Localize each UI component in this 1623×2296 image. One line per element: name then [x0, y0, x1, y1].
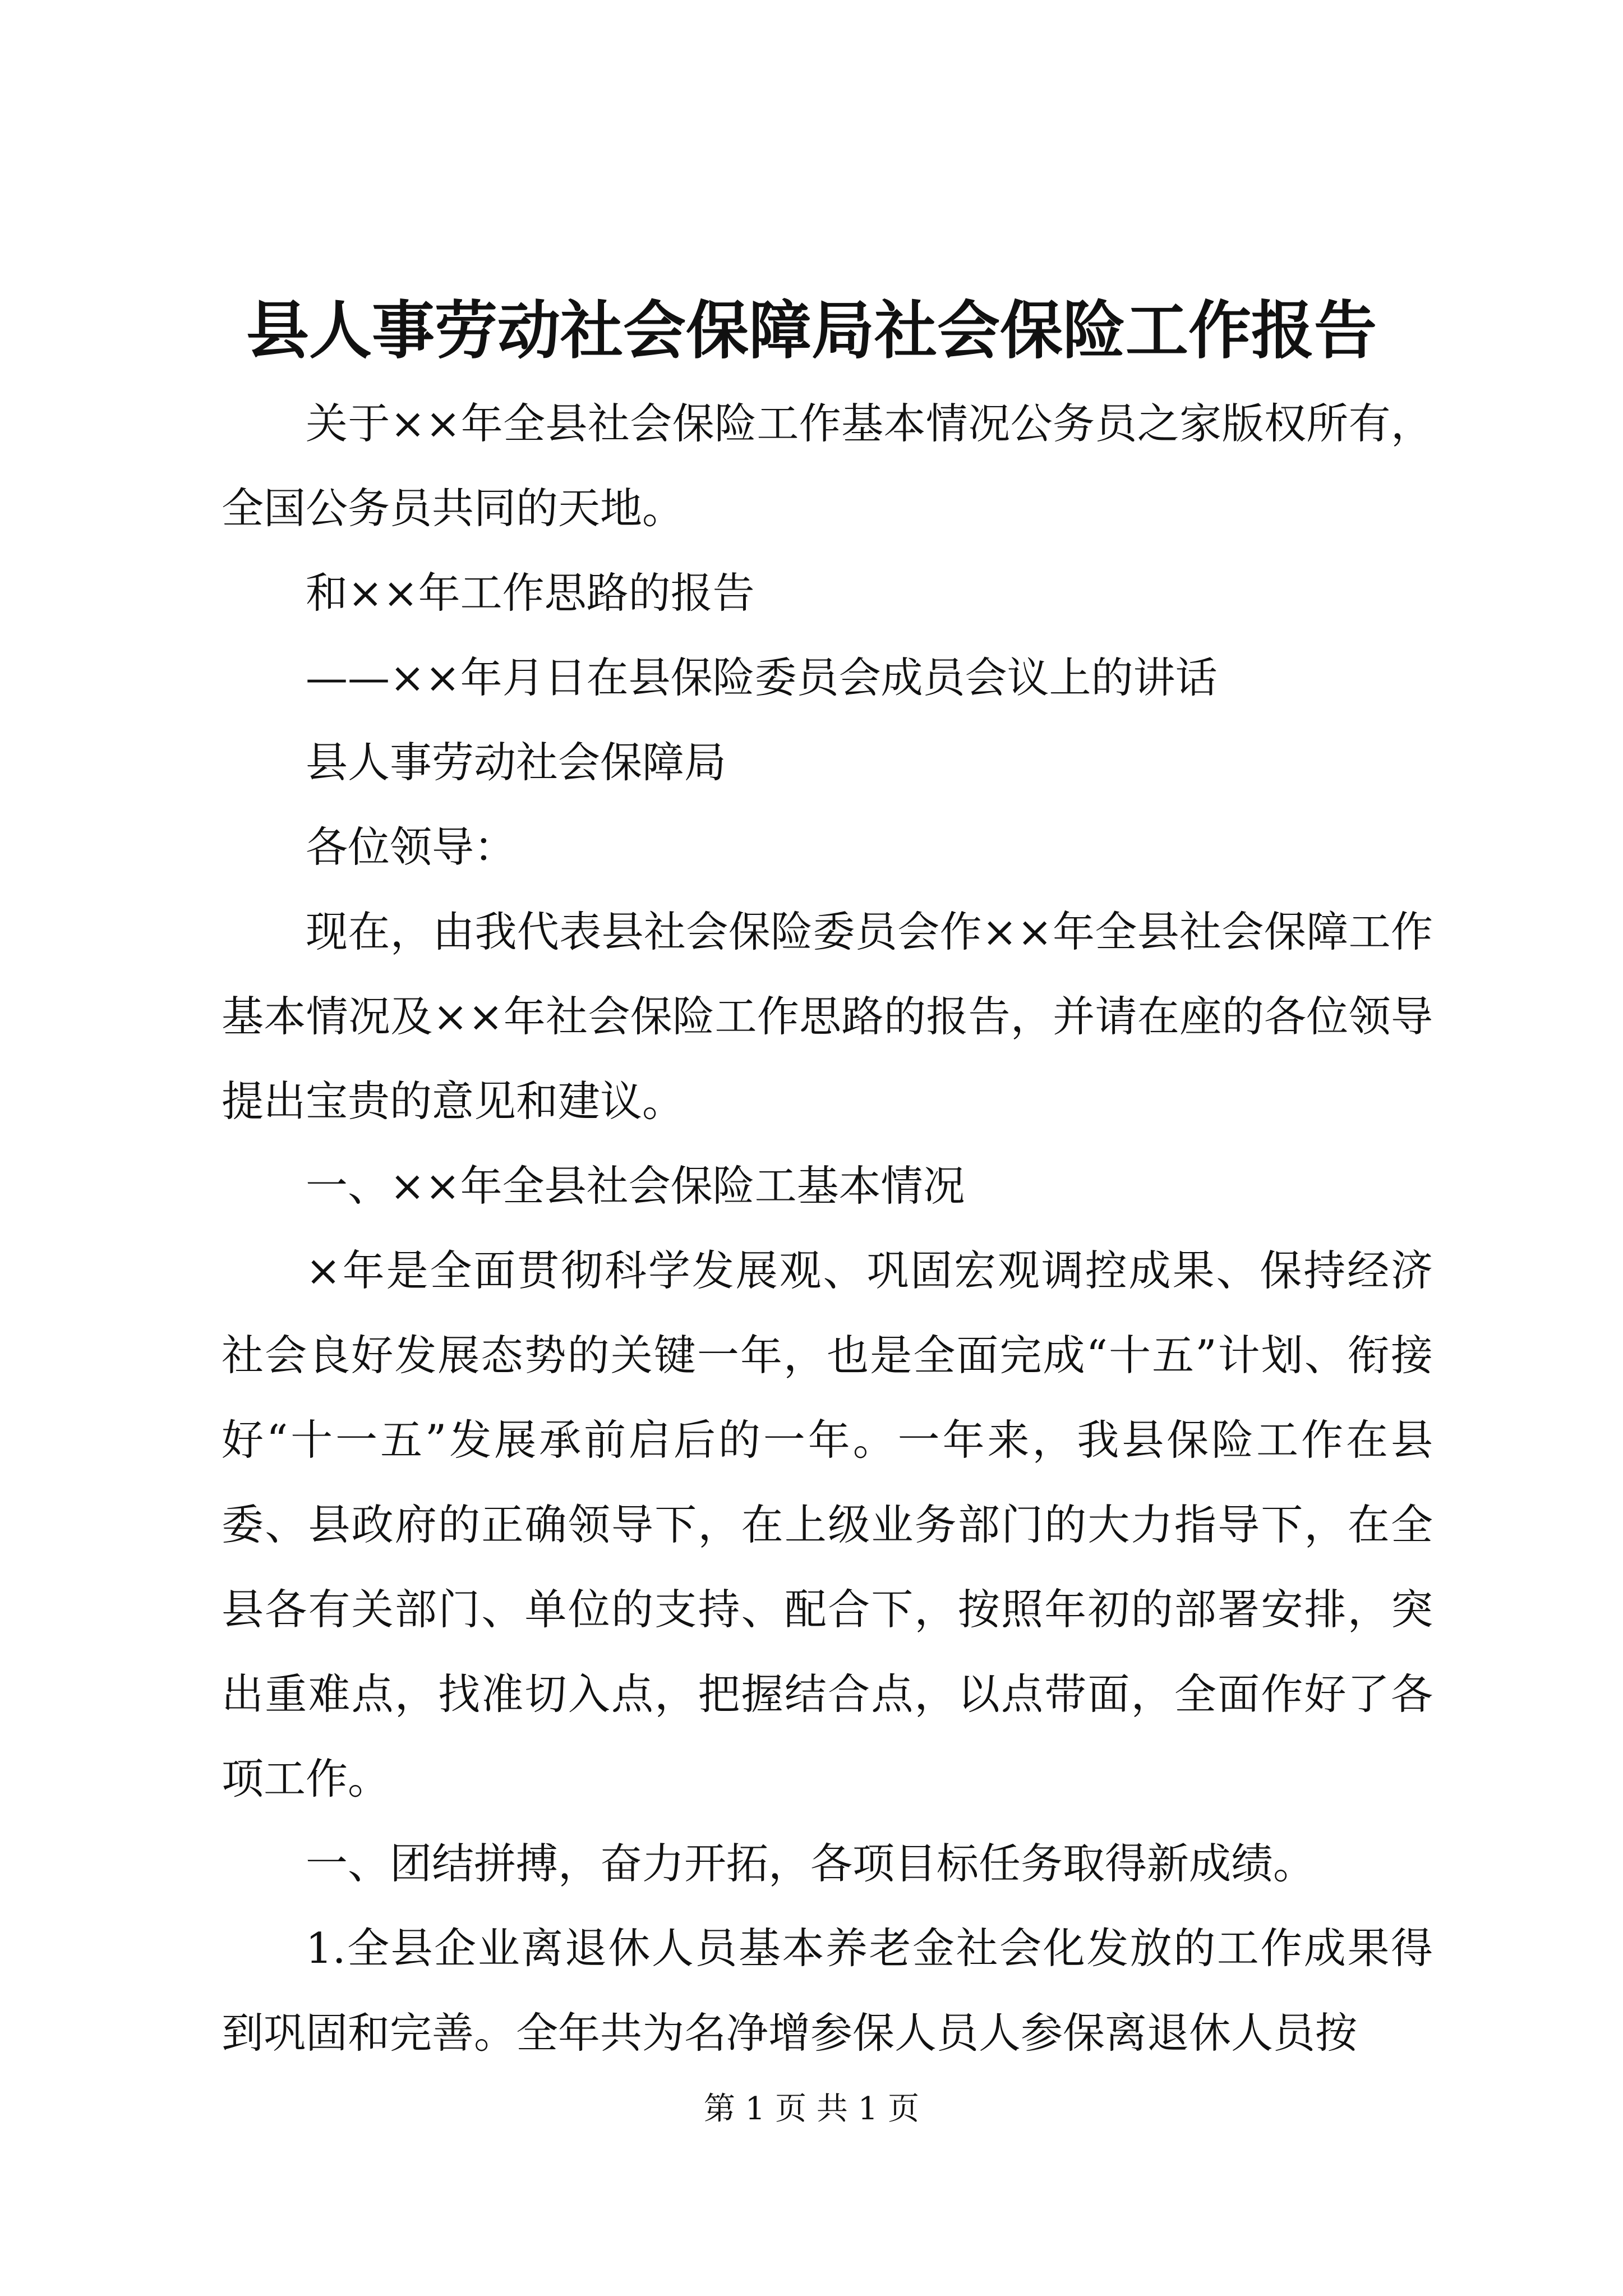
document-title: 县人事劳动社会保障局社会保险工作报告	[246, 294, 1377, 367]
paragraph-speech-occasion: ——××年月日在县保险委员会成员会议上的讲话	[306, 653, 1218, 702]
page-footer: 第 1 页 共 1 页	[703, 2091, 920, 2127]
paragraph-overview: ×年是全面贯彻科学发展观、巩固宏观调控成果、保持经济社会良好发展态势的关键一年，也是全面完成“十五”计划、衔接好“十一五”发展承前启后的一年。一年来，我县保险工作在县委、县政府的正确领导下，在上级业务部门的大力指导下，在全县各有关部门、单位的支持、配合下，按照年初的部署安排，突出重难点，找准切入点，把握结合点，以点带面，全面作好了各项工作。	[222, 1246, 1433, 1803]
paragraph-opening: 现在，由我代表县社会保险委员会作××年全县社会保障工作基本情况及××年社会保险工作思路的报告，并请在座的各位领导提出宝贵的意见和建议。	[222, 907, 1433, 1126]
paragraph-intro: 关于××年全县社会保险工作基本情况公务员之家版权所有，全国公务员共同的天地。	[222, 399, 1433, 533]
paragraph-report-subtitle: 和××年工作思路的报告	[306, 568, 755, 618]
document-body	[222, 381, 1433, 2076]
paragraph-item-1: 1.全县企业离退休人员基本养老金社会化发放的工作成果得到巩固和完善。全年共为名净增参保人员人参保离退休人员按	[222, 1924, 1433, 2058]
paragraph-salutation: 各位领导：	[306, 822, 517, 872]
paragraph-issuer: 县人事劳动社会保障局	[306, 738, 727, 787]
subsection-heading-1: 一、团结拼搏，奋力开拓，各项目标任务取得新成绩。	[306, 1839, 1316, 1888]
section-heading-1: 一、××年全县社会保险工基本情况	[306, 1161, 965, 1211]
